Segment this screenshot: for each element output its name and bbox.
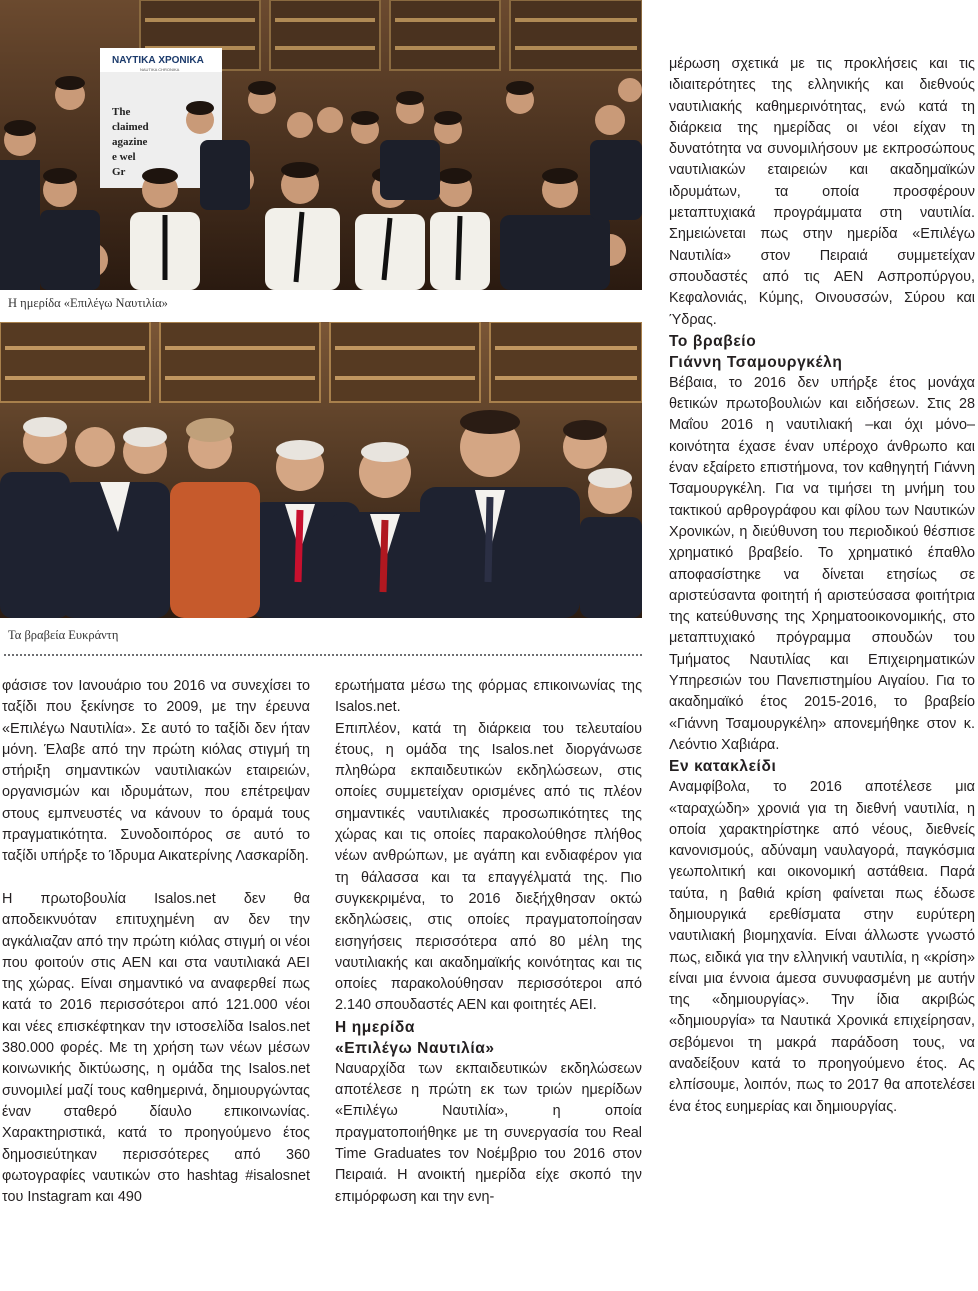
heading-line: Η ημερίδα bbox=[335, 1018, 416, 1036]
banner-line-1: The bbox=[112, 106, 131, 118]
paragraph: Επιπλέον, κατά τη διάρκεια του τελευταίου έτους, η ομάδα της Isalos.net διοργάνωσε πληθώρα εκπαιδευτικών εκδηλώσεων, στις οποίες συμμετείχαν ορισμένες από τις πλέον σημαντικές ναυτιλιακές προσωπικότητες της χώρας και τις οποίες παρακολούθησε πλήθος νέων ανθρώπων, με αγάπη και ενδιαφέρον για τη θάλασσα και τα επαγγέλματά της. Πιο συγκεκριμένα, το 2016 διεξήχθησαν οκτώ εκδηλώσεις, στις οποίες πραγματοποίησαν εισηγήσεις περισσότερα από 80 μέλη της ναυτιλιακής και ακαδημαϊκής κοινότητας και τις οποίες παρακολούθησαν περισσότεροι από 2.140 σπουδαστές ΑΕΝ και φοιτητές ΑΕΙ. bbox=[335, 720, 642, 1014]
photo-caption-students: Η ημερίδα «Επιλέγω Ναυτιλία» bbox=[8, 296, 168, 310]
heading-line: «Επιλέγω Ναυτιλία» bbox=[335, 1039, 495, 1057]
paragraph: Βέβαια, το 2016 δεν υπήρξε έτος μονάχα θετικών πρωτοβουλιών και ειδήσεων. Στις 28 Μαΐου 2016 η ναυτιλιακή –και όχι μόνο– κοινότητα έχασε έναν υπέροχο άνθρωπο και έναν εξαίρετο επιστήμονα, τον καθηγητή Γιάννη Τσαμουργκέλη. Για να τιμήσει τη μνήμη του τακτικού αρθρογράφου και φίλου των Ναυτικών Χρονικών, η διεύθυνση του περιοδικού θέσπισε χρηματικό βραβείο. Το χρηματικό έπαθλο αποφασίστηκε να δίνεται ετησίως σε αριστεύσαντα φοιτητή ή αριστεύσασα φοιτήτρια της κατεύθυνσης της Χρηματοοικονομικής, στο μεταπτυχιακό πρόγραμμα σπουδών του Τμήματος Ναυτιλίας και Επιχειρηματικών Υπηρεσιών του Πανεπιστημίου Αιγαίου. Για το ακαδημαϊκό έτος 2015-2016, το βραβείο «Γιάννη Τσαμουργκέλη» απονεμήθηκε στον κ. Λεόντιο Χαβιάρα. bbox=[669, 374, 975, 753]
banner-line-5: Gr bbox=[112, 166, 126, 178]
event-photo-awards bbox=[0, 322, 642, 618]
paragraph: μέρωση σχετικά με τις προκλήσεις και τις ιδιαιτερότητες της ελληνικής και διεθνούς ναυτιλιακής καθημερινότητας, ενώ κατά τη διάρκεια της ημερίδας οι νέοι είχαν τη δυνατότητα να συνομιλήσουν με εκπροσώπους ναυτιλιακών εταιρειών και ακαδημαϊκών ιδρυμάτων, τα οποία προσφέρουν μεταπτυχιακά προγράμματα στη ναυτιλία. Σημειώνεται πως στην ημερίδα «Επιλέγω Ναυτιλία» στον Πειραιά συμμετείχαν σπουδαστές από τις ΑΕΝ Ασπροπύργου, Κεφαλονιάς, Κύμης, Οινουσσών, Σύρου και Ύδρας. bbox=[669, 56, 975, 328]
section-heading: Εν κατακλείδι bbox=[669, 758, 777, 776]
article-column-right bbox=[669, 54, 975, 1118]
banner-title: ΝΑΥΤΙΚΑ ΧΡΟΝΙΚΑ bbox=[112, 55, 204, 66]
article-column-middle bbox=[335, 676, 642, 1208]
photo-caption-awards: Τα βραβεία Ευκράντη bbox=[8, 628, 119, 642]
banner-subtitle: NAUTIKA CHRONIKA bbox=[140, 67, 180, 72]
event-photo-students bbox=[0, 0, 642, 290]
paragraph: ερωτήματα μέσω της φόρμας επικοινωνίας της Isalos.net. bbox=[335, 678, 642, 716]
article-column-left bbox=[2, 676, 310, 1208]
paragraph: φάσισε τον Ιανουάριο του 2016 να συνεχίσει το ταξίδι που ξεκίνησε το 2009, με την έρευνα «Επιλέγω Ναυτιλία». Σε αυτό το ταξίδι δεν ήταν μόνη. Έλαβε από την πρώτη κιόλας στιγμή τη στήριξη σημαντικών ναυτιλιακών εταιρειών, οργανισμών και ιδρυμάτων, που επέτρεψαν στους εμπνευστές να κάνουν το όραμά τους πραγματικότητα. Συνοδοιπόρος σε αυτό το ταξίδι υπήρξε το Ίδρυμα Αικατερίνης Λασκαρίδη. bbox=[2, 678, 310, 865]
heading-line: Γιάννη Τσαμουργκέλη bbox=[669, 353, 843, 371]
students-audience-image bbox=[0, 0, 642, 290]
banner-line-4: e wel bbox=[112, 151, 136, 163]
banner-line-3: agazine bbox=[112, 136, 148, 148]
banner-line-2: claimed bbox=[112, 121, 149, 133]
section-heading bbox=[669, 331, 975, 373]
paragraph: Ναυαρχίδα των εκπαιδευτικών εκδηλώσεων αποτέλεσε η πρώτη εκ των τριών ημερίδων «Επιλέγω Ναυτιλία», η οποία πραγματοποιήθηκε με τη συνεργασία του Real Time Graduates τον Νοέμβριο του 2016 στον Πειραιά. Η ανοικτή ημερίδα είχε σκοπό την επιμόρφωση και την ενη- bbox=[335, 1060, 642, 1205]
section-heading bbox=[335, 1017, 642, 1059]
paragraph: Η πρωτοβουλία Isalos.net δεν θα αποδεικνυόταν επιτυχημένη αν δεν την αγκάλιαζαν από την πρώτη κιόλας στιγμή οι νέοι που φοιτούν στις ΑΕΝ και στα ναυτιλιακά ΑΕΙ της χώρας. Είναι σημαντικό να αναφερθεί πως κατά το 2016 περισσότεροι από 121.000 νέοι και νέες επισκέφτηκαν την ιστοσελίδα Isalos.net 380.000 φορές. Με τη χρήση των νέων μέσων κοινωνικής δικτύωσης, η ομάδα της Isalos.net συνομιλεί μαζί τους καθημερινά, δημιουργώντας έναν σταθερό δίαυλο επικοινωνίας. Χαρακτηριστικά, κατά το προηγούμενο έτος δημοσιεύτηκαν περισσότερες από 360 φωτογραφίες ναυτικών στο hashtag #isalosnet του Instagram και 490 bbox=[2, 890, 310, 1206]
awards-audience-image bbox=[0, 322, 642, 618]
paragraph: Αναμφίβολα, το 2016 αποτέλεσε μια «ταραχώδη» χρονιά για τη διεθνή ναυτιλία, η οποία χαρακτηρίστηκε από νέους, διεθνείς κανονισμούς, αδύναμη ναυλαγορά, παγκόσμια γεωπολιτική και οικονομική αστάθεια. Παρά ταύτα, η βαθιά κρίση φαίνεται πως έδωσε δημιουργικά ερεθίσματα στην ευρύτερη ναυτιλιακή βιομηχανία. Είναι άλλωστε γνωστό πως, ειδικά για την ελληνική ναυτιλία, η «κρίση» είναι μια έννοια άμεσα συνυφασμένη με αυτήν της «δημιουργίας». Την ίδια ακριβώς «δημιουργία» τα Ναυτικά Χρονικά επιχείρησαν, σεβόμενοι τη μακρά παράδοση τους, να αναδείξουν κατά το προηγούμενο έτος. Ας ελπίσουμε, λοιπόν, πως το 2017 θα αποτελέσει ένα έτος ευημερίας και δημιουργίας. bbox=[669, 779, 975, 1115]
heading-line: Το βραβείο bbox=[669, 332, 757, 350]
section-divider bbox=[4, 654, 642, 656]
